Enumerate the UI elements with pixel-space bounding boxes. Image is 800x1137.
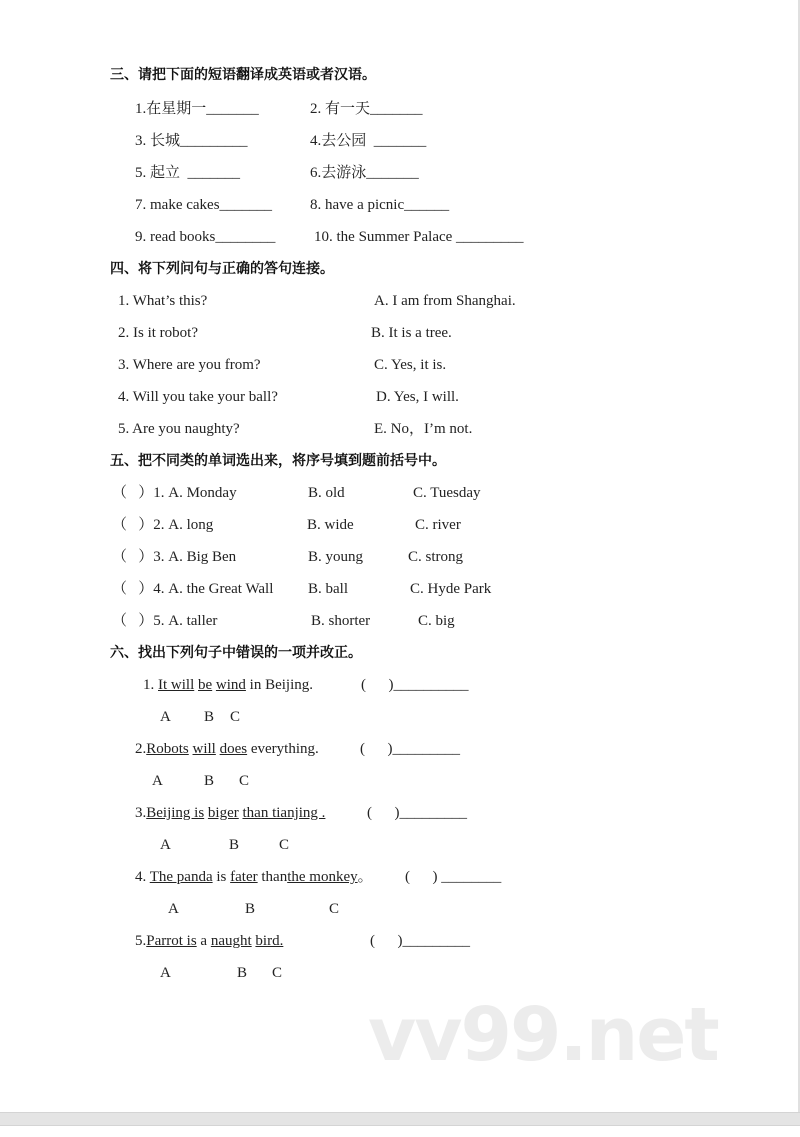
label-a: A xyxy=(160,837,171,853)
label-c: C xyxy=(239,773,250,789)
option-c: C. strong xyxy=(408,549,464,565)
answer: A. I am from Shanghai. xyxy=(374,293,516,309)
translation-item: 9. read books________ xyxy=(135,229,276,245)
label-c: C xyxy=(329,901,340,917)
option-b: B. young xyxy=(308,549,364,565)
question: 4. Will you take your ball? xyxy=(118,389,278,405)
part-b: biger xyxy=(207,805,239,821)
error-sentence xyxy=(135,932,287,950)
sentence-number: 2. xyxy=(135,741,147,757)
option-b: B. wide xyxy=(307,517,354,533)
section-4-title: 四、将下列问句与正确的答句连接。 xyxy=(110,261,334,277)
option-a: （ ）2. A. long xyxy=(112,517,214,533)
part-a: The panda xyxy=(149,869,213,885)
sentence-text xyxy=(283,933,287,949)
error-sentence xyxy=(135,740,319,758)
section-6-title: 六、找出下列句子中错误的一项并改正。 xyxy=(110,645,362,661)
option-c: C. big xyxy=(418,613,455,629)
answer: B. It is a tree. xyxy=(371,325,452,341)
option-b: B. old xyxy=(308,485,345,501)
part-c: wind xyxy=(215,677,246,693)
section-3-title: 三、请把下面的短语翻译成英语或者汉语。 xyxy=(110,67,376,83)
label-c: C xyxy=(272,965,283,981)
label-a: A xyxy=(160,709,171,725)
answer-blank: ( )__________ xyxy=(361,677,469,693)
sentence-text: 。 xyxy=(357,869,373,885)
answer-blank: ( ) ________ xyxy=(405,869,502,885)
translation-item: 6.去游泳_______ xyxy=(310,165,419,181)
answer: E. No，I’m not. xyxy=(374,421,473,437)
translation-item: 4.去公园 _______ xyxy=(310,133,427,149)
part-a: Robots xyxy=(146,741,189,757)
option-b: B. ball xyxy=(308,581,348,597)
option-c: C. river xyxy=(415,517,461,533)
label-b: B xyxy=(237,965,248,981)
option-a: （ ）3. A. Big Ben xyxy=(112,549,237,565)
part-c: the monkey xyxy=(287,869,358,885)
option-a: （ ）5. A. taller xyxy=(112,613,218,629)
option-c: C. Hyde Park xyxy=(410,581,492,597)
sentence-text: a xyxy=(196,933,211,949)
part-b: will xyxy=(192,741,216,757)
sentence-text: everything. xyxy=(247,741,319,757)
label-b: B xyxy=(204,709,215,725)
sentence-text: in Beijing. xyxy=(245,677,314,693)
part-a: Beijing is xyxy=(146,805,205,821)
label-a: A xyxy=(168,901,179,917)
sentence-number: 4. xyxy=(135,869,150,885)
part-c: than tianjing . xyxy=(242,805,326,821)
translation-item: 10. the Summer Palace _________ xyxy=(314,229,524,245)
section-5-title: 五、把不同类的单词选出来，将序号填到题前括号中。 xyxy=(110,453,446,469)
sentence-text: than xyxy=(257,869,288,885)
translation-item: 3. 长城_________ xyxy=(135,133,248,149)
question: 5. Are you naughty? xyxy=(118,421,240,437)
part-b: naught xyxy=(210,933,252,949)
question: 1. What’s this? xyxy=(118,293,208,309)
label-a: A xyxy=(160,965,171,981)
watermark: vv99.net xyxy=(368,992,718,1078)
part-b: be xyxy=(198,677,213,693)
option-c: C. Tuesday xyxy=(413,485,481,501)
part-c: does xyxy=(219,741,248,757)
question: 2. Is it robot? xyxy=(118,325,198,341)
option-a: （ ）4. A. the Great Wall xyxy=(112,581,274,597)
option-b: B. shorter xyxy=(311,613,371,629)
page-separator xyxy=(0,1112,800,1126)
error-sentence xyxy=(135,804,329,822)
option-a: （ ）1. A. Monday xyxy=(112,485,237,501)
answer-blank: ( )_________ xyxy=(367,805,467,821)
part-a: It will xyxy=(158,677,195,693)
translation-item: 8. have a picnic______ xyxy=(310,197,450,213)
label-a: A xyxy=(152,773,163,789)
label-c: C xyxy=(230,709,241,725)
question: 3. Where are you from? xyxy=(118,357,261,373)
error-sentence xyxy=(135,868,373,886)
sentence-number: 1. xyxy=(143,677,158,693)
part-b: fater xyxy=(230,869,258,885)
part-a: Parrot is xyxy=(146,933,197,949)
translation-item: 7. make cakes_______ xyxy=(135,197,273,213)
error-sentence xyxy=(143,676,313,694)
part-c: bird. xyxy=(255,933,284,949)
answer-blank: ( )_________ xyxy=(360,741,460,757)
label-c: C xyxy=(279,837,290,853)
translation-item: 1.在星期一_______ xyxy=(135,101,259,117)
label-b: B xyxy=(204,773,215,789)
answer: D. Yes, I will. xyxy=(376,389,459,405)
translation-item: 2. 有一天_______ xyxy=(310,101,423,117)
label-b: B xyxy=(245,901,256,917)
answer: C. Yes, it is. xyxy=(374,357,447,373)
answer-blank: ( )_________ xyxy=(370,933,470,949)
label-b: B xyxy=(229,837,240,853)
sentence-text: is xyxy=(212,869,231,885)
translation-item: 5. 起立 _______ xyxy=(135,165,241,181)
sentence-number: 5. xyxy=(135,933,147,949)
sentence-text xyxy=(325,805,329,821)
sentence-number: 3. xyxy=(135,805,147,821)
